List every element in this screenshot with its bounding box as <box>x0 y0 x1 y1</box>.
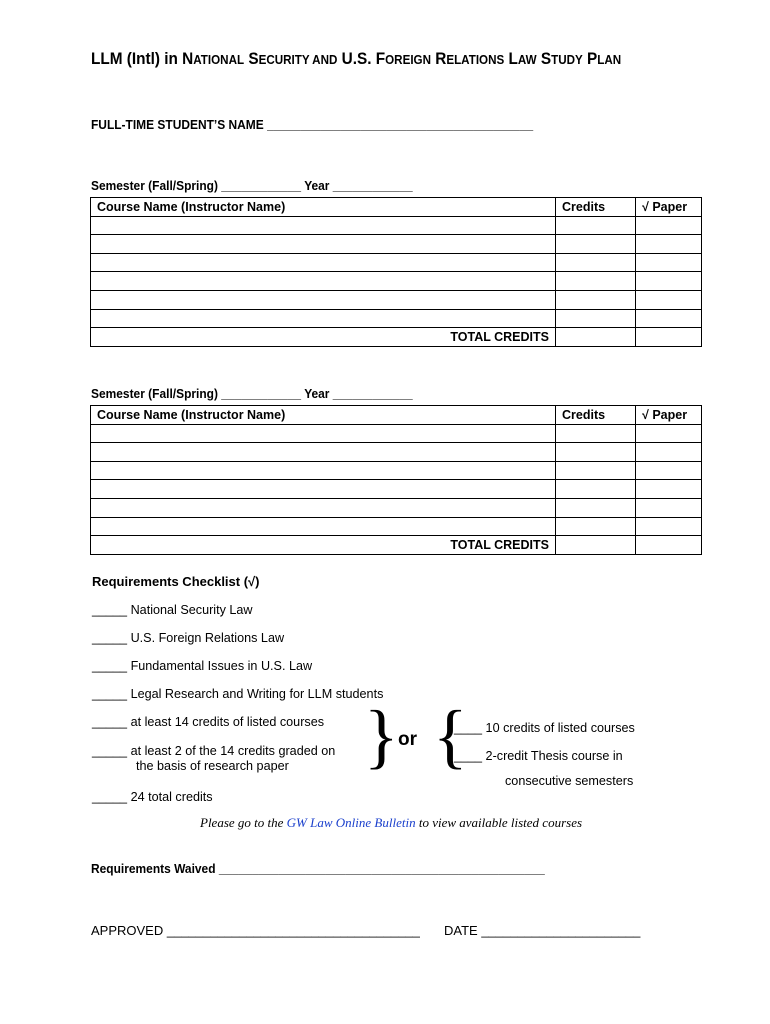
course-cell[interactable] <box>91 517 556 536</box>
credits-cell[interactable] <box>556 498 636 517</box>
credits-cell[interactable] <box>556 272 636 291</box>
paper-cell[interactable] <box>636 253 702 272</box>
total-credits-cell[interactable] <box>556 328 636 347</box>
table-row[interactable] <box>91 235 702 254</box>
total-row <box>91 328 702 347</box>
bulletin-post: to view available listed courses <box>415 815 583 830</box>
table-row[interactable] <box>91 443 702 462</box>
col-paper-header: √ Paper <box>636 198 702 217</box>
credits-cell[interactable] <box>556 309 636 328</box>
table-row[interactable] <box>91 517 702 536</box>
paper-cell[interactable] <box>636 272 702 291</box>
checklist-item-fundamental-issues[interactable]: _____ Fundamental Issues in U.S. Law <box>92 658 313 673</box>
paper-cell[interactable] <box>636 309 702 328</box>
checklist-item-24-credits[interactable]: _____ 24 total credits <box>92 789 213 804</box>
credits-cell[interactable] <box>556 253 636 272</box>
table-row[interactable] <box>91 461 702 480</box>
total-paper-cell[interactable] <box>636 328 702 347</box>
checklist-item-graded-paper-cont: the basis of research paper <box>136 758 289 773</box>
checklist-item-national-security[interactable]: _____ National Security Law <box>92 602 253 617</box>
col-credits-header: Credits <box>556 198 636 217</box>
requirements-waived-field[interactable]: Requirements Waived _________________________________________________ <box>91 861 545 876</box>
checklist-item-legal-research[interactable]: _____ Legal Research and Writing for LLM students <box>92 686 384 701</box>
credits-cell[interactable] <box>556 424 636 443</box>
table-row[interactable] <box>91 216 702 235</box>
credits-cell[interactable] <box>556 480 636 499</box>
credits-cell[interactable] <box>556 235 636 254</box>
course-cell[interactable] <box>91 309 556 328</box>
or-label: or <box>398 729 417 750</box>
course-cell[interactable] <box>91 253 556 272</box>
course-cell[interactable] <box>91 443 556 462</box>
total-credits-cell[interactable] <box>556 536 636 555</box>
semester-2-table <box>90 405 702 555</box>
credits-cell[interactable] <box>556 461 636 480</box>
table-row[interactable] <box>91 253 702 272</box>
paper-cell[interactable] <box>636 235 702 254</box>
course-cell[interactable] <box>91 424 556 443</box>
page-title: LLM (Intl) in NATIONAL SECURITY AND U.S. FOREIGN RELATIONS LAW STUDY PLAN <box>91 50 622 68</box>
table-row[interactable] <box>91 498 702 517</box>
credits-cell[interactable] <box>556 443 636 462</box>
paper-cell[interactable] <box>636 443 702 462</box>
student-name-field[interactable]: FULL-TIME STUDENT’S NAME ________________________________________ <box>91 117 534 132</box>
total-credits-label: TOTAL CREDITS <box>91 328 556 347</box>
paper-cell[interactable] <box>636 517 702 536</box>
checklist-item-graded-paper[interactable]: _____ at least 2 of the 14 credits graded on <box>92 743 336 758</box>
course-cell[interactable] <box>91 216 556 235</box>
paper-cell[interactable] <box>636 424 702 443</box>
total-row <box>91 536 702 555</box>
course-cell[interactable] <box>91 235 556 254</box>
semester-2-header[interactable]: Semester (Fall/Spring) ____________ Year ____________ <box>91 386 413 401</box>
total-credits-label: TOTAL CREDITS <box>91 536 556 555</box>
col-course-header: Course Name (Instructor Name) <box>91 406 556 425</box>
semester-1-table <box>90 197 702 347</box>
course-cell[interactable] <box>91 498 556 517</box>
col-credits-header: Credits <box>556 406 636 425</box>
table-header-row <box>91 406 702 425</box>
course-cell[interactable] <box>91 461 556 480</box>
credits-cell[interactable] <box>556 216 636 235</box>
paper-cell[interactable] <box>636 480 702 499</box>
paper-cell[interactable] <box>636 216 702 235</box>
table-row[interactable] <box>91 424 702 443</box>
bulletin-note <box>200 815 582 831</box>
date-field[interactable]: DATE ______________________ <box>444 923 641 938</box>
checklist-item-foreign-relations[interactable]: _____ U.S. Foreign Relations Law <box>92 630 285 645</box>
paper-cell[interactable] <box>636 461 702 480</box>
right-brace: } <box>364 696 399 776</box>
bulletin-link[interactable]: GW Law Online Bulletin <box>286 815 416 830</box>
alt-thesis[interactable]: ____ 2-credit Thesis course in <box>454 748 623 763</box>
table-row[interactable] <box>91 309 702 328</box>
left-brace: { <box>433 696 468 776</box>
col-course-header: Course Name (Instructor Name) <box>91 198 556 217</box>
course-cell[interactable] <box>91 290 556 309</box>
col-paper-header: √ Paper <box>636 406 702 425</box>
table-row[interactable] <box>91 480 702 499</box>
paper-cell[interactable] <box>636 290 702 309</box>
table-row[interactable] <box>91 272 702 291</box>
course-cell[interactable] <box>91 272 556 291</box>
alt-thesis-cont: consecutive semesters <box>505 773 634 788</box>
approved-field[interactable]: APPROVED ___________________________________ <box>91 923 420 938</box>
course-cell[interactable] <box>91 480 556 499</box>
total-paper-cell[interactable] <box>636 536 702 555</box>
table-row[interactable] <box>91 290 702 309</box>
credits-cell[interactable] <box>556 517 636 536</box>
credits-cell[interactable] <box>556 290 636 309</box>
alt-10-credits[interactable]: ____ 10 credits of listed courses <box>454 720 635 735</box>
checklist-item-14-credits[interactable]: _____ at least 14 credits of listed courses <box>92 714 325 729</box>
bulletin-pre: Please go to the <box>200 815 287 830</box>
semester-1-header[interactable]: Semester (Fall/Spring) ____________ Year ____________ <box>91 178 413 193</box>
table-header-row <box>91 198 702 217</box>
checklist-title: Requirements Checklist (√) <box>92 574 260 589</box>
paper-cell[interactable] <box>636 498 702 517</box>
